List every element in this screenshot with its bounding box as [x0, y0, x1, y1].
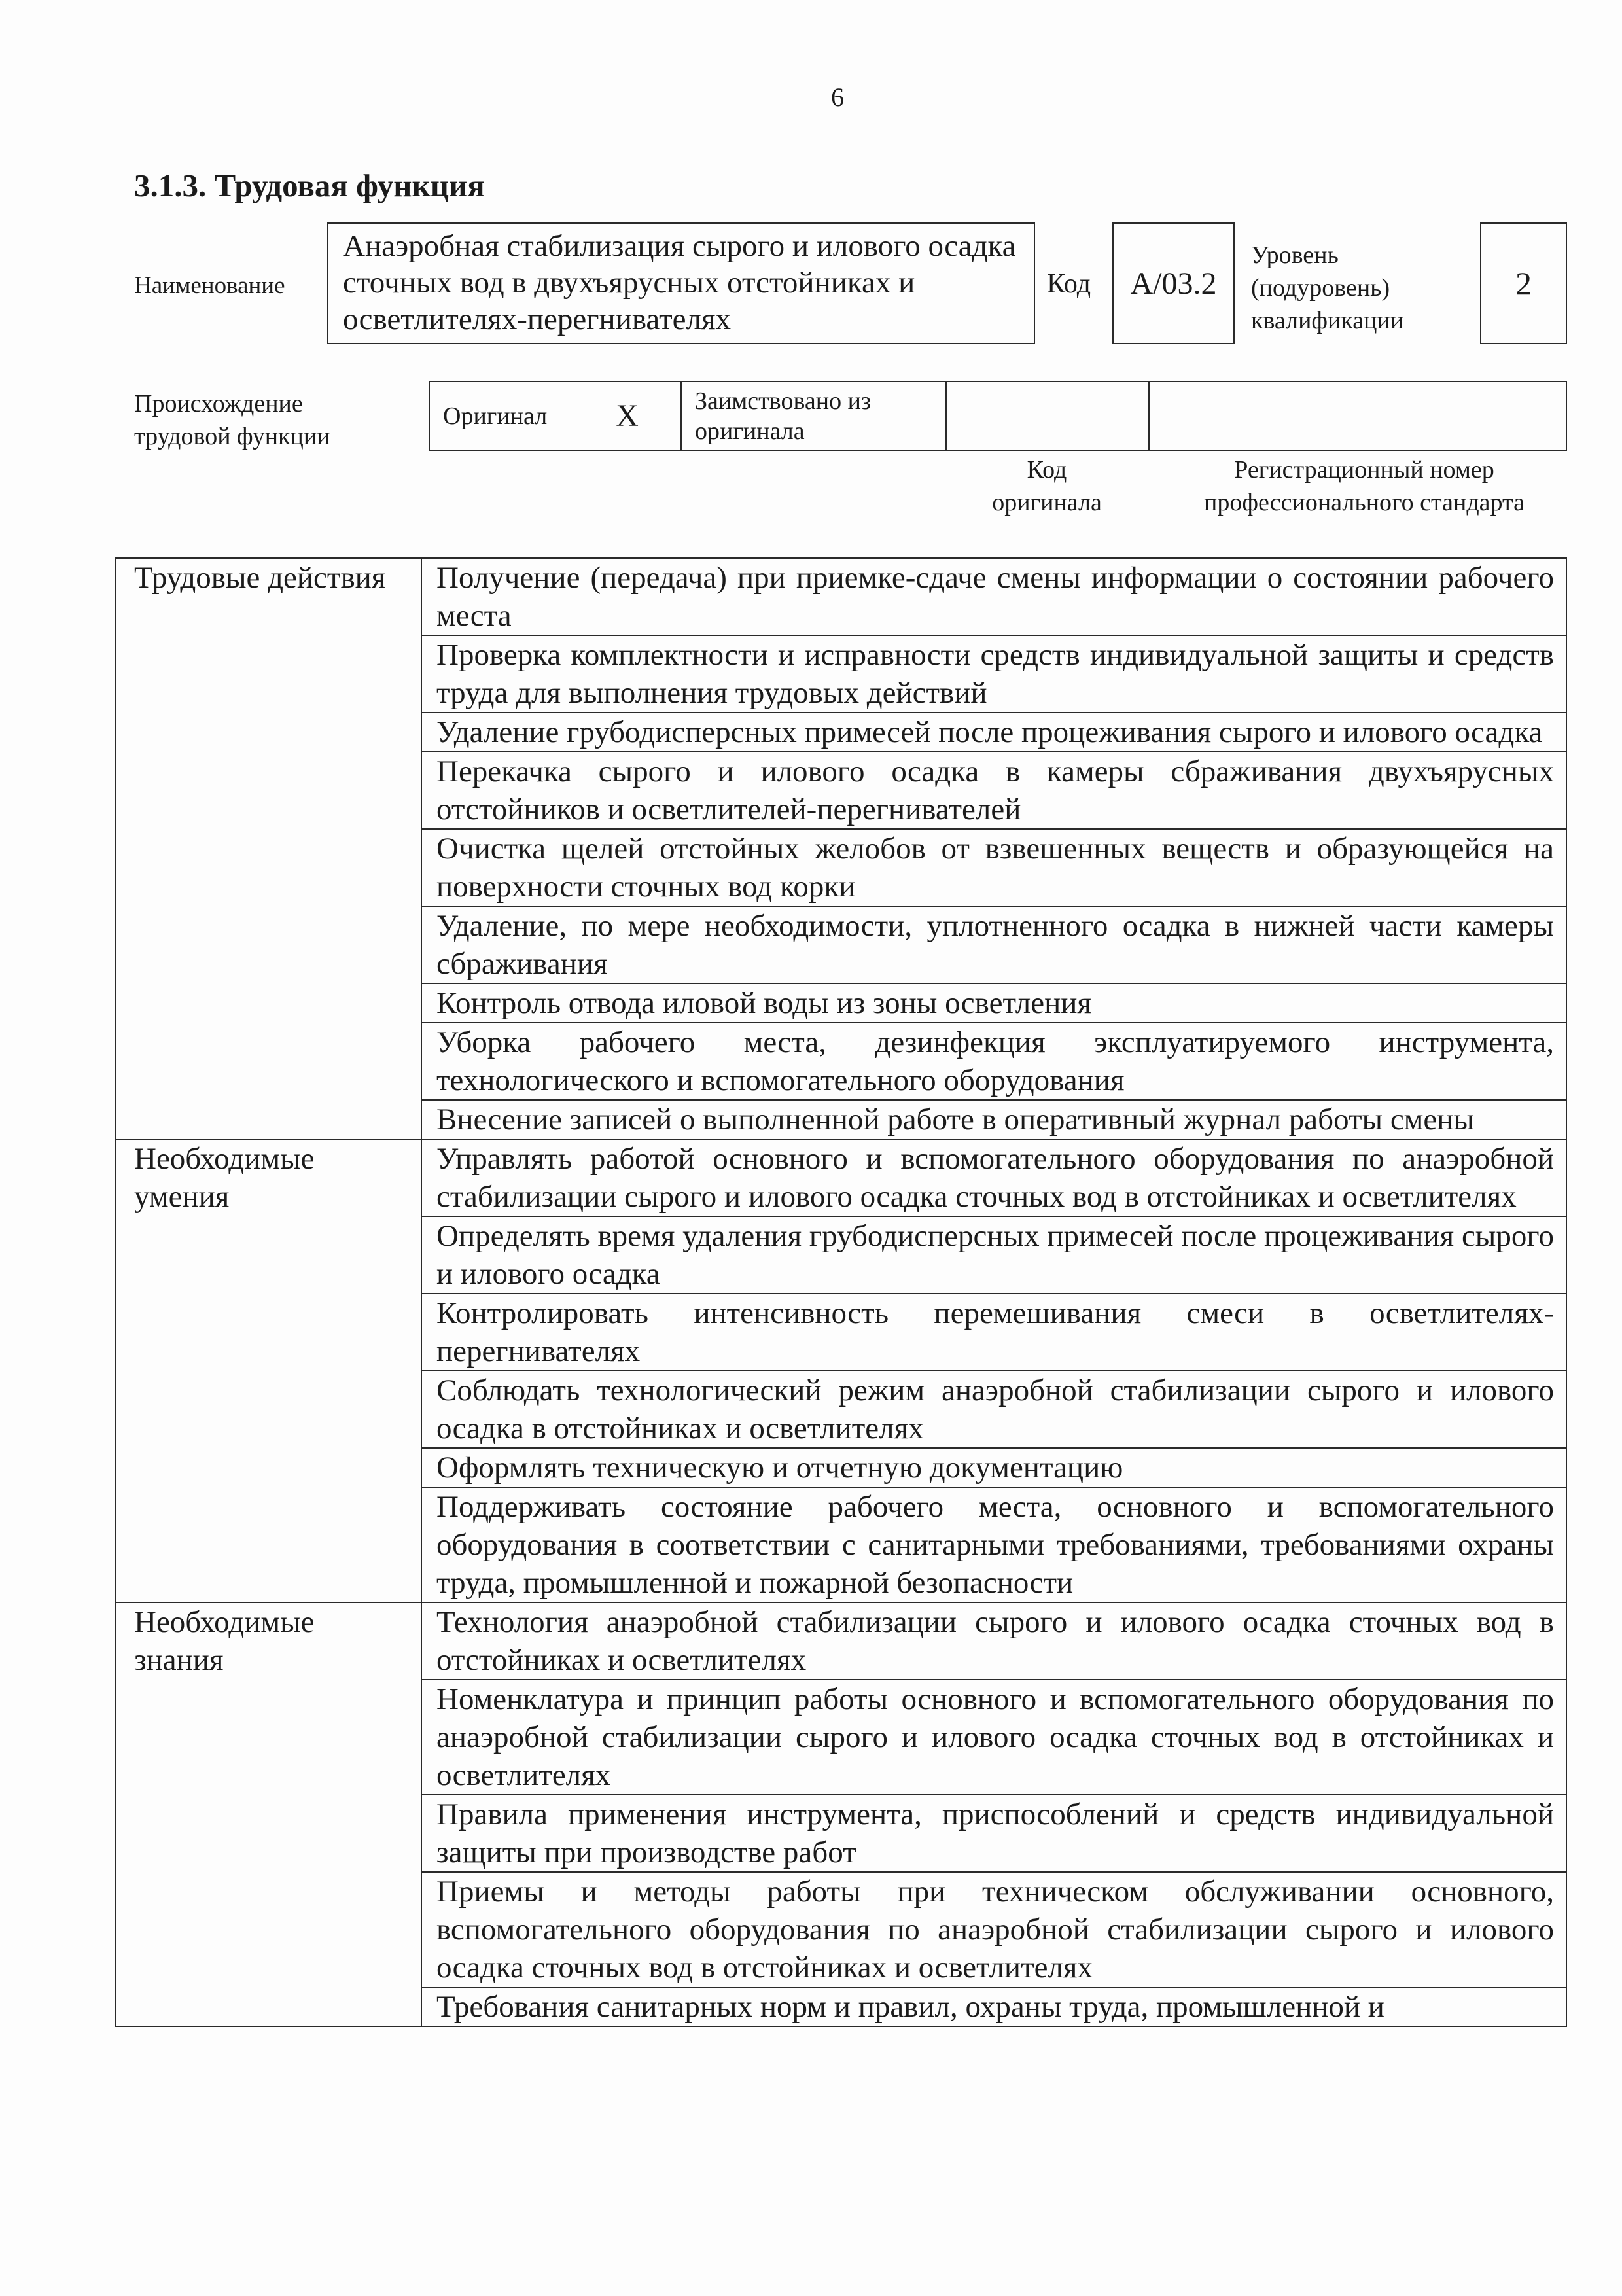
- original-mark: X: [616, 398, 639, 433]
- item-cell: Поддерживать состояние рабочего места, основного и вспомогательного оборудования в соответствии с санитарными требованиями, требованиями охраны труда, промышленной и пожарной безопасности: [421, 1487, 1566, 1602]
- item-cell: Проверка комплектности и исправности средств индивидуальной защиты и средств труда для выполнения трудовых действий: [421, 635, 1566, 713]
- origin-reg-number-cell: [1150, 382, 1566, 450]
- origin-original-cell: [430, 382, 682, 450]
- code-value-box: A/03.2: [1112, 222, 1235, 344]
- item-cell: Технология анаэробной стабилизации сырого и илового осадка сточных вод в отстойниках и осветлителях: [421, 1602, 1566, 1680]
- caption-line: Регистрационный номер: [1234, 456, 1494, 484]
- origin-borrowed-cell: Заимствовано из оригинала: [682, 382, 947, 450]
- page-number: 6: [831, 82, 844, 112]
- item-cell: Удаление, по мере необходимости, уплотненного осадка в нижней части камеры сбраживания: [421, 906, 1566, 983]
- item-cell: Уборка рабочего места, дезинфекция эксплуатируемого инструмента, технологического и вспомогательного оборудования: [421, 1023, 1566, 1100]
- item-cell: Приемы и методы работы при техническом обслуживании основного, вспомогательного оборудования по анаэробной стабилизации сырого и илового осадка сточных вод в отстойниках и осветлителях: [421, 1872, 1566, 1987]
- item-cell: Очистка щелей отстойных желобов от взвешенных веществ и образующейся на поверхности сточных вод корки: [421, 829, 1566, 906]
- item-cell: Оформлять техническую и отчетную документацию: [421, 1448, 1566, 1487]
- origin-row: [429, 381, 1567, 451]
- table-row: [115, 1139, 1566, 1216]
- item-cell: Требования санитарных норм и правил, охраны труда, промышленной и: [421, 1987, 1566, 2026]
- item-cell: Удаление грубодисперсных примесей после процеживания сырого и илового осадка: [421, 713, 1566, 752]
- caption-line: Код: [1027, 456, 1067, 484]
- origin-label-line: трудовой функции: [134, 423, 330, 450]
- item-cell: Управлять работой основного и вспомогательного оборудования по анаэробной стабилизации сырого и илового осадка сточных вод в отстойниках и осветлителях: [421, 1139, 1566, 1216]
- table-row: [115, 1602, 1566, 1680]
- name-label: Наименование: [134, 272, 285, 299]
- section-title-cell: Необходимые умения: [115, 1139, 421, 1602]
- origin-label: [134, 387, 330, 453]
- caption-line: оригинала: [992, 489, 1102, 516]
- item-cell: Правила применения инструмента, приспособлений и средств индивидуальной защиты при производстве работ: [421, 1795, 1566, 1872]
- section-heading: 3.1.3. Трудовая функция: [134, 168, 485, 203]
- level-label: [1251, 239, 1403, 337]
- labor-function-table: [115, 557, 1567, 2027]
- caption-line: профессионального стандарта: [1204, 489, 1525, 516]
- function-name-box: Анаэробная стабилизация сырого и илового осадка сточных вод в двухъярусных отстойниках и осветлителях-перегнивателях: [327, 222, 1035, 344]
- level-label-line: (подуровень): [1251, 274, 1390, 302]
- origin-code-cell: [947, 382, 1150, 450]
- item-cell: Контроль отвода иловой воды из зоны осветления: [421, 983, 1566, 1023]
- item-cell: Контролировать интенсивность перемешивания смеси в осветлителях-перегнивателях: [421, 1294, 1566, 1371]
- code-label: Код: [1047, 269, 1091, 299]
- item-cell: Перекачка сырого и илового осадка в камеры сбраживания двухъярусных отстойников и осветлителей-перегнивателей: [421, 752, 1566, 829]
- table-row: [115, 558, 1566, 635]
- item-cell: Соблюдать технологический режим анаэробной стабилизации сырого и илового осадка в отстойниках и осветлителях: [421, 1371, 1566, 1448]
- item-cell: Получение (передача) при приемке-сдаче смены информации о состоянии рабочего места: [421, 558, 1566, 635]
- item-cell: Внесение записей о выполненной работе в оперативный журнал работы смены: [421, 1100, 1566, 1139]
- item-cell: Номенклатура и принцип работы основного и вспомогательного оборудования по анаэробной стабилизации сырого и илового осадка сточных вод в отстойниках и осветлителях: [421, 1680, 1566, 1795]
- level-label-line: квалификации: [1251, 307, 1404, 334]
- section-title-cell: Трудовые действия: [115, 558, 421, 1139]
- origin-label-line: Происхождение: [134, 390, 303, 417]
- item-cell: Определять время удаления грубодисперсных примесей после процеживания сырого и илового осадка: [421, 1216, 1566, 1294]
- level-label-line: Уровень: [1251, 241, 1339, 269]
- level-value-box: 2: [1480, 222, 1567, 344]
- caption-original-code: [942, 453, 1152, 519]
- original-label: Оригинал: [443, 402, 548, 430]
- caption-registration-number: [1158, 453, 1570, 519]
- section-title-cell: Необходимые знания: [115, 1602, 421, 2026]
